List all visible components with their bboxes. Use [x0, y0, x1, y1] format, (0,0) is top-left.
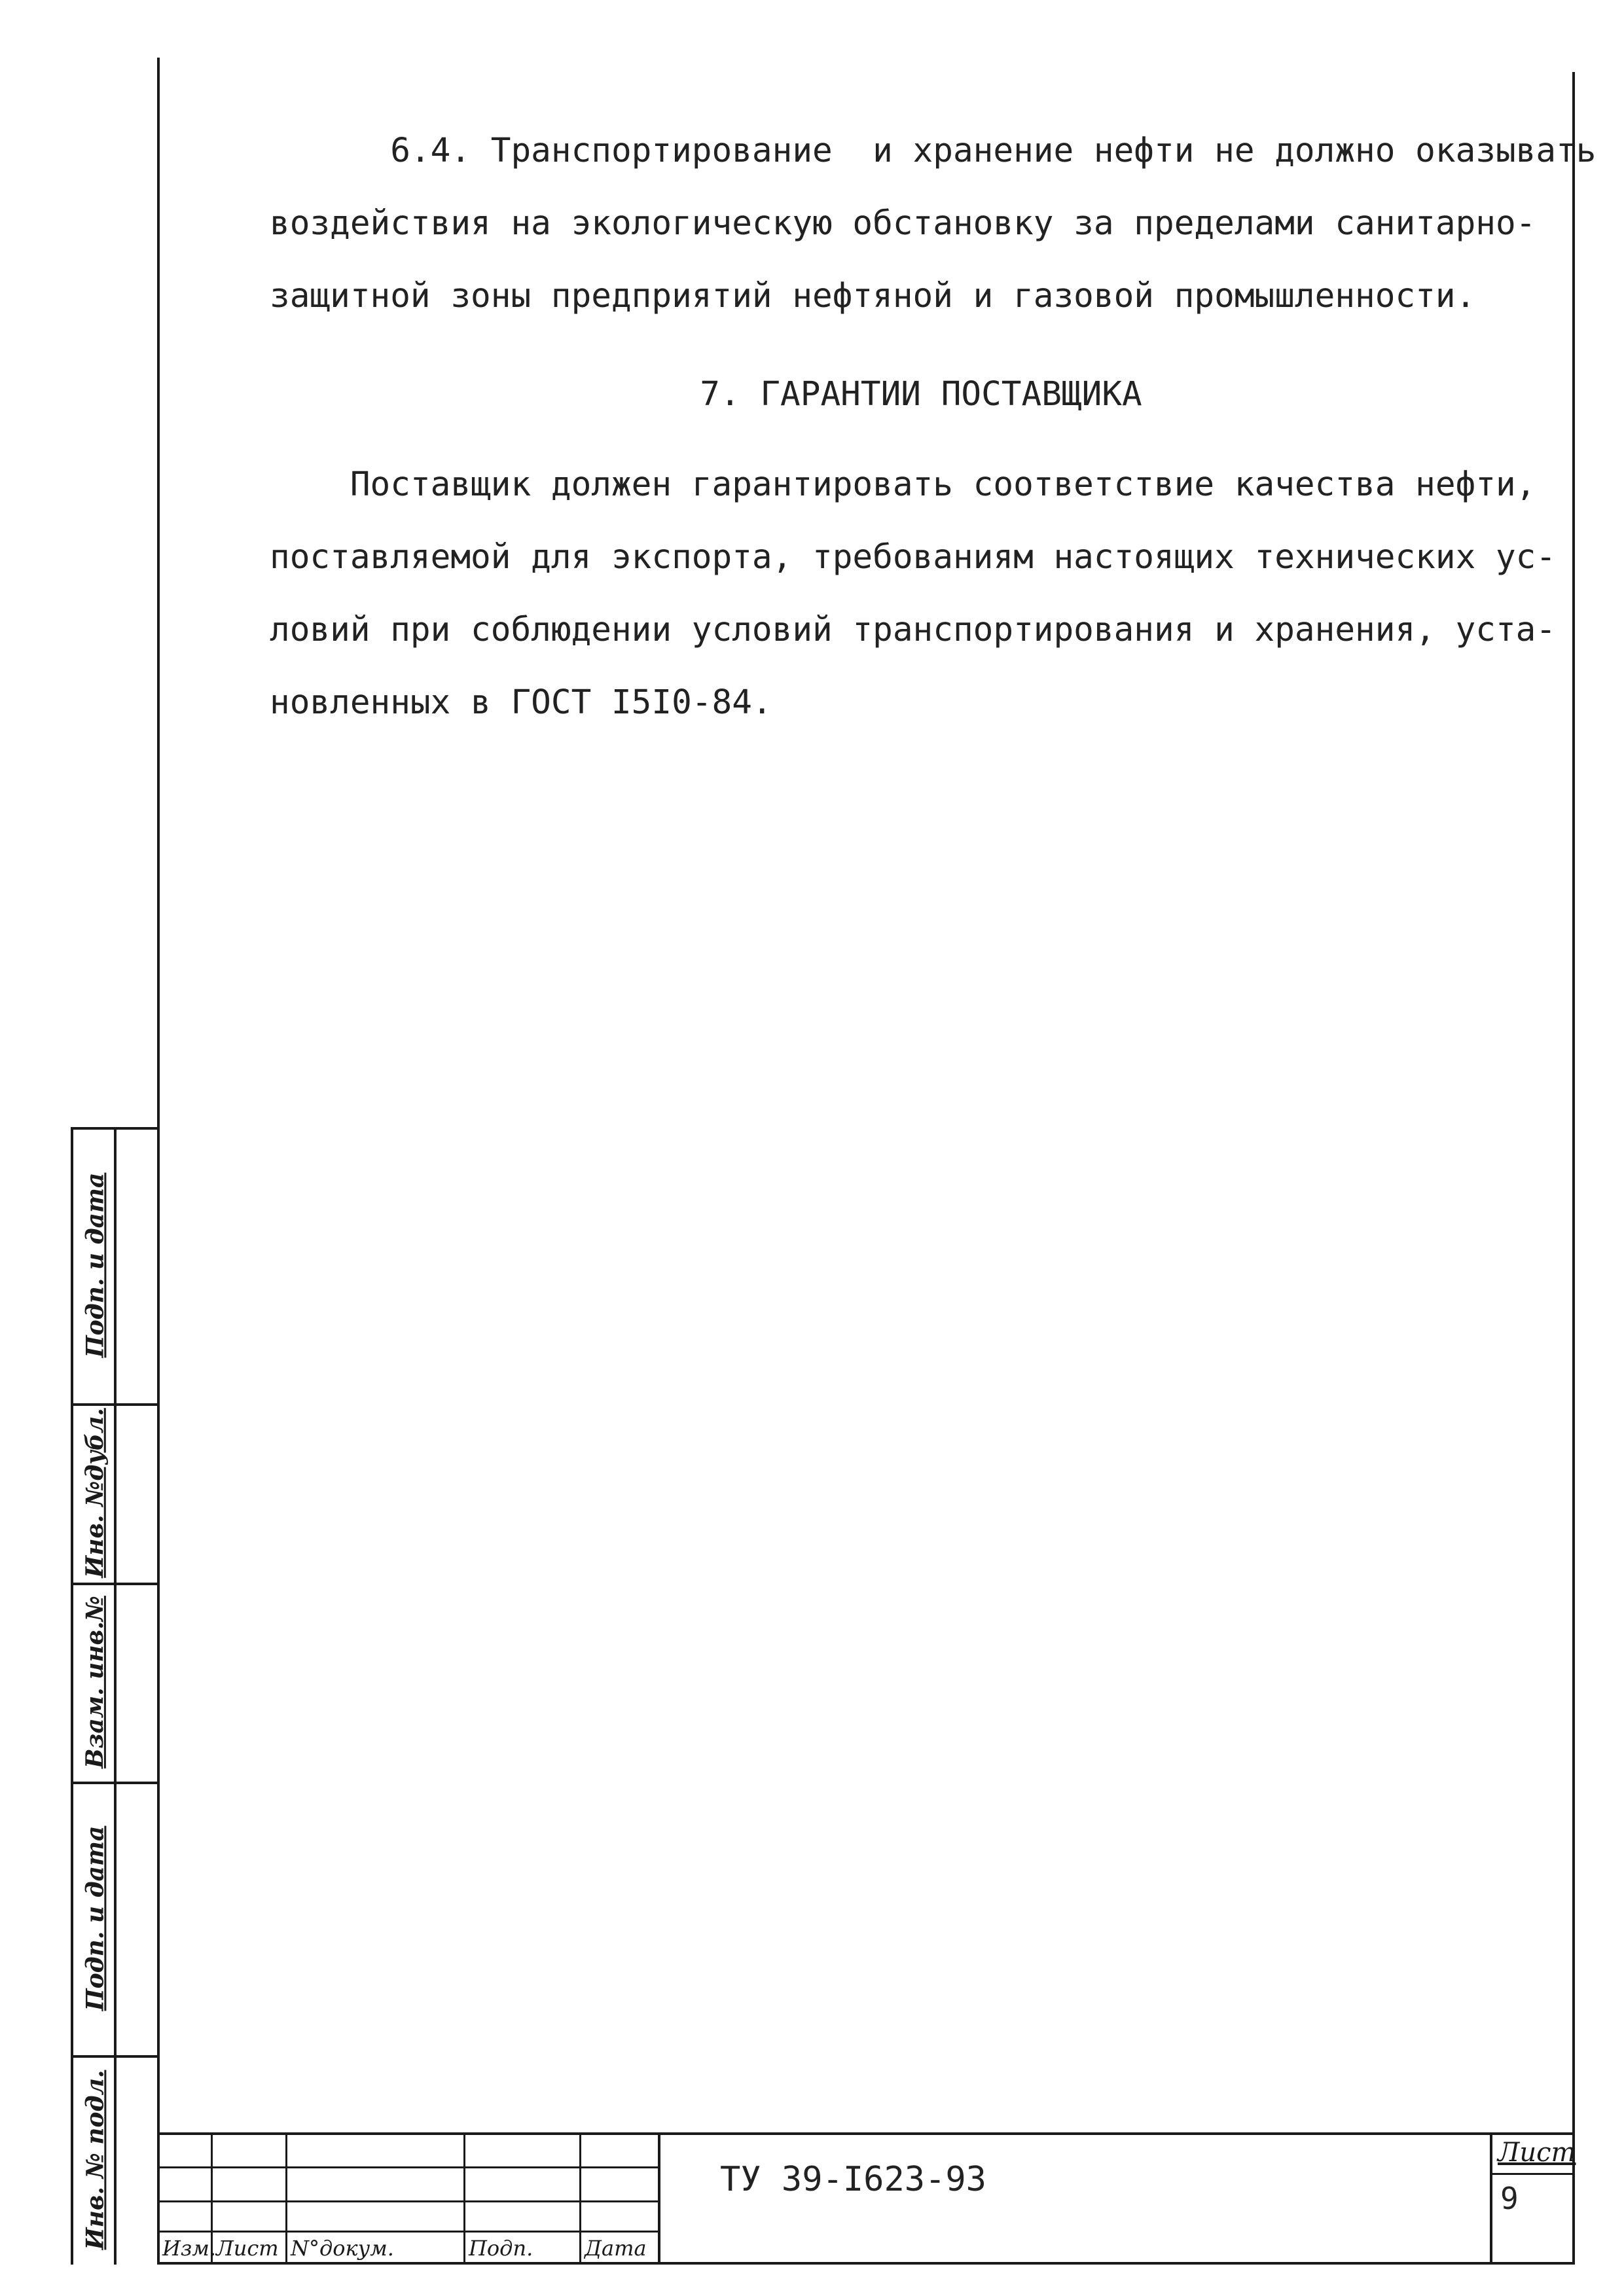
text-line: ловий при соблюдении условий транспортирования и хранения, уста-: [270, 611, 1557, 649]
text-line: 6.4. Транспортирование и хранение нефти не должно оказывать: [270, 132, 1597, 170]
col-label-sheet: Лист: [216, 2236, 279, 2261]
side-label: Взам. инв.№: [81, 1596, 109, 1768]
text-line: новленных в ГОСТ I5I0-84.: [270, 683, 772, 722]
side-cell-replace-inv: [73, 1583, 117, 1782]
title-block-rule: [157, 2231, 658, 2233]
title-block-rule: [157, 2200, 658, 2202]
col-label-doc-no: N°докум.: [291, 2236, 394, 2261]
title-block-divider: [463, 2132, 465, 2265]
title-block: [157, 2132, 1575, 2265]
document-code: ТУ 39-I623-93: [720, 2160, 986, 2199]
side-cell-sign-date: [73, 1127, 117, 1403]
title-block-rule: [1490, 2173, 1575, 2175]
section-heading: 7. ГАРАНТИИ ПОСТАВЩИКА: [700, 375, 1142, 414]
sheet-number: 9: [1500, 2181, 1519, 2216]
side-stamp: [71, 1127, 160, 2265]
side-label: Инв. № подл.: [81, 2070, 109, 2250]
side-cell-dup-inv: [73, 1403, 117, 1583]
paragraph-6-4: [270, 115, 1597, 332]
side-cell-original-inv: [73, 2055, 117, 2265]
col-label-change: Изм.: [162, 2236, 217, 2261]
paragraph-supplier-guarantees: [270, 448, 1556, 739]
title-block-divider: [1490, 2132, 1492, 2265]
title-block-rule: [157, 2132, 1575, 2135]
side-label: Инв. №дубл.: [81, 1408, 109, 1578]
side-label: Подп. и дата: [81, 1172, 109, 1358]
title-block-divider: [285, 2132, 287, 2265]
side-cell-sign-date-2: [73, 1782, 117, 2055]
text-line: воздействия на экологическую обстановку за пределами санитарно-: [270, 204, 1536, 243]
sheet-label: Лист: [1498, 2138, 1576, 2168]
text-line: поставляемой для экспорта, требованиям настоящих технических ус-: [270, 538, 1557, 577]
text-line: Поставщик должен гарантировать соответствие качества нефти,: [270, 465, 1536, 504]
col-label-date: Дата: [585, 2236, 647, 2261]
title-block-rule: [157, 2166, 658, 2168]
title-block-divider: [658, 2132, 660, 2265]
frame-border-right: [1572, 72, 1575, 2265]
col-label-signature: Подп.: [469, 2236, 533, 2261]
text-line: защитной зоны предприятий нефтяной и газовой промышленности.: [270, 277, 1476, 315]
title-block-divider: [579, 2132, 581, 2265]
side-label: Подп. и дата: [81, 1825, 109, 2011]
